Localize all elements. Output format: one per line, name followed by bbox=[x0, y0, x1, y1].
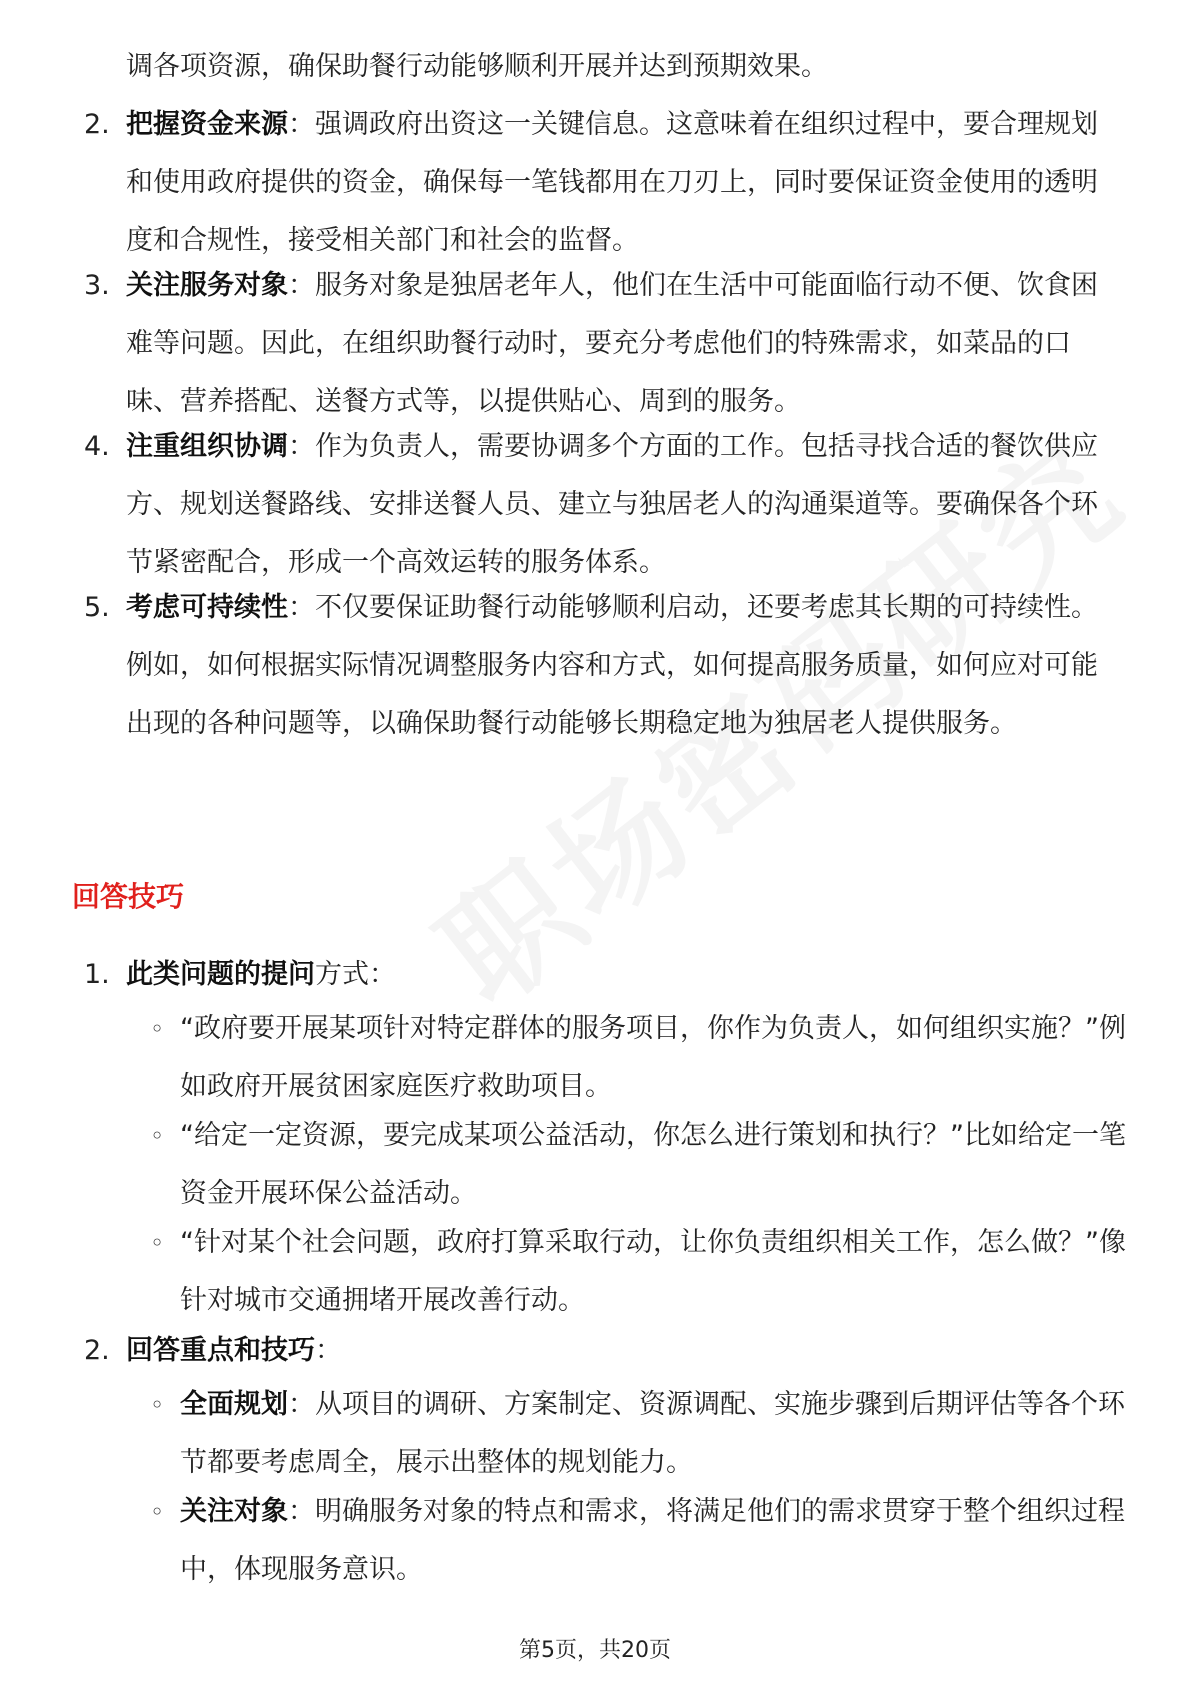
list-item-coordination bbox=[126, 418, 1116, 592]
list-item-text: 作为负责人，需要协调多个方面的工作。包括寻找合适的餐饮供应方、规划送餐路线、安排送餐人员、建立与独居老人的沟通渠道等。要确保各个环节紧密配合，形成一个高效运转的服务体系。 bbox=[126, 431, 1098, 578]
list-item-sep: ： bbox=[288, 109, 315, 140]
bullet-icon: ◦ bbox=[150, 1391, 165, 1419]
tip-title: 此类问题的提问 bbox=[126, 959, 315, 990]
technique-sep: ： bbox=[288, 1389, 315, 1420]
question-example: “给定一定资源，要完成某项公益活动，你怎么进行策划和执行？”比如给定一笔资金开展环保公益活动。 bbox=[180, 1120, 1126, 1209]
list-number: 2. bbox=[84, 109, 110, 140]
section-title: 回答技巧 bbox=[72, 880, 185, 913]
tip-heading bbox=[126, 946, 1116, 1004]
intro-paragraph: 调各项资源，确保助餐行动能够顺利开展并达到预期效果。 bbox=[126, 51, 828, 82]
list-item-target bbox=[126, 257, 1116, 431]
tip-title-rest: ： bbox=[315, 1335, 342, 1366]
bullet-icon: ◦ bbox=[150, 1015, 165, 1043]
list-number: 3. bbox=[84, 270, 110, 301]
list-item-sustainability bbox=[126, 579, 1116, 753]
technique-title: 全面规划 bbox=[180, 1389, 288, 1420]
tip-title-rest: 方式： bbox=[315, 959, 396, 990]
list-number: 5. bbox=[84, 592, 110, 623]
technique-text: 明确服务对象的特点和需求，将满足他们的需求贯穿于整个组织过程中，体现服务意识。 bbox=[180, 1496, 1125, 1585]
list-item-text: 不仅要保证助餐行动能够顺利启动，还要考虑其长期的可持续性。例如，如何根据实际情况调整服务内容和方式，如何提高服务质量，如何应对可能出现的各种问题等，以确保助餐行动能够长期稳定地为独居老人提供服务。 bbox=[126, 592, 1098, 739]
list-number: 2. bbox=[84, 1335, 110, 1366]
bullet-icon: ◦ bbox=[150, 1498, 165, 1526]
list-item-funding bbox=[126, 96, 1116, 270]
list-item-title: 注重组织协调 bbox=[126, 431, 288, 462]
list-item-title: 考虑可持续性 bbox=[126, 592, 288, 623]
list-item-title: 把握资金来源 bbox=[126, 109, 288, 140]
question-example: “针对某个社会问题，政府打算采取行动，让你负责组织相关工作，怎么做？”像针对城市交通拥堵开展改善行动。 bbox=[180, 1227, 1126, 1316]
technique-item bbox=[180, 1483, 1140, 1599]
list-item-text: 强调政府出资这一关键信息。这意味着在组织过程中，要合理规划和使用政府提供的资金，确保每一笔钱都用在刀刃上，同时要保证资金使用的透明度和合规性，接受相关部门和社会的监督。 bbox=[126, 109, 1098, 256]
technique-title: 关注对象 bbox=[180, 1496, 288, 1527]
list-item-sep: ： bbox=[288, 592, 315, 623]
list-item-sep: ： bbox=[288, 270, 315, 301]
tip-heading bbox=[126, 1322, 1116, 1380]
list-item-title: 关注服务对象 bbox=[126, 270, 288, 301]
technique-text: 从项目的调研、方案制定、资源调配、实施步骤到后期评估等各个环节都要考虑周全，展示出整体的规划能力。 bbox=[180, 1389, 1125, 1478]
bullet-icon: ◦ bbox=[150, 1229, 165, 1257]
technique-item bbox=[180, 1376, 1140, 1492]
page-footer: 第5页，共20页 bbox=[519, 1638, 671, 1663]
list-item-text: 服务对象是独居老年人，他们在生活中可能面临行动不便、饮食困难等问题。因此，在组织助餐行动时，要充分考虑他们的特殊需求，如菜品的口味、营养搭配、送餐方式等，以提供贴心、周到的服务。 bbox=[126, 270, 1098, 417]
technique-sep: ： bbox=[288, 1496, 315, 1527]
list-number: 4. bbox=[84, 431, 110, 462]
question-example: “政府要开展某项针对特定群体的服务项目，你作为负责人，如何组织实施？”例如政府开展贫困家庭医疗救助项目。 bbox=[180, 1013, 1126, 1102]
bullet-icon: ◦ bbox=[150, 1122, 165, 1150]
tip-title: 回答重点和技巧 bbox=[126, 1335, 315, 1366]
list-number: 1. bbox=[84, 959, 110, 990]
list-item-sep: ： bbox=[288, 431, 315, 462]
